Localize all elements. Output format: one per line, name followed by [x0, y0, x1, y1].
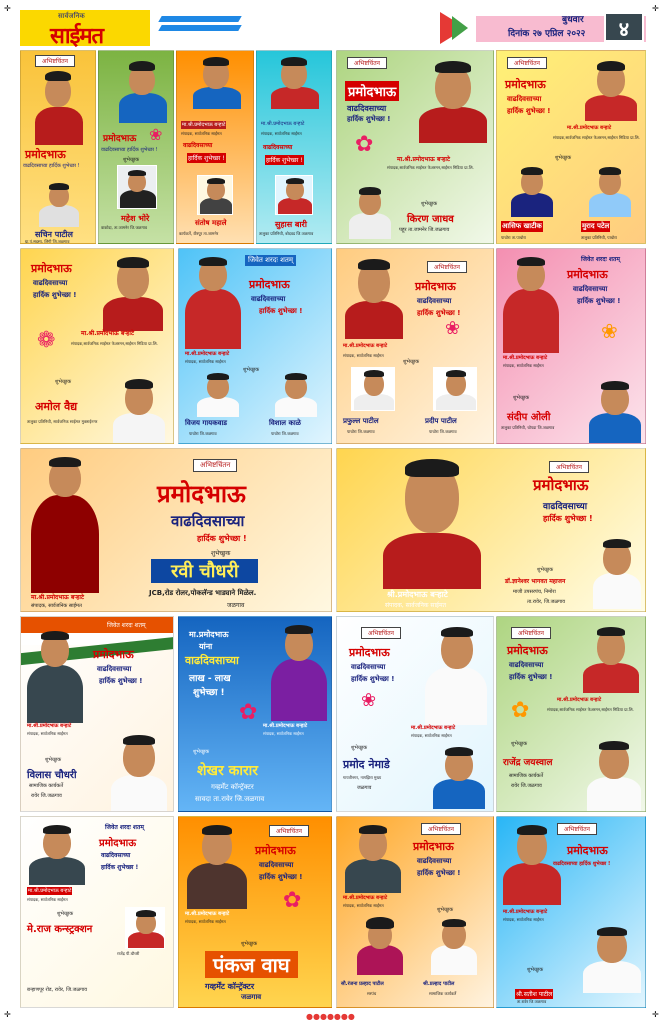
- giver-sub: राजेंद्र पी.चौधरी: [117, 951, 140, 956]
- ad-d3: [336, 616, 494, 812]
- hardik-line: हार्दिक शुभेच्छा !: [259, 873, 303, 881]
- main-name: मा.श्री.प्रमोदभाऊ बऱ्हाटे: [185, 911, 230, 917]
- main-title: संपादक, सार्वजनिक साईमत: [263, 731, 304, 736]
- ad-c1: [20, 448, 332, 612]
- giver-photo: [587, 375, 643, 443]
- giver-photo: [275, 175, 313, 215]
- giver-sub: पहूर ता.जामनेर जि.जळगाव: [399, 227, 450, 233]
- giver-name: महेश भोरे: [121, 214, 150, 223]
- wish-name: प्रमोदभाऊ: [507, 644, 548, 657]
- giver-photo: [117, 165, 157, 209]
- wish-name: प्रमोदभाऊ: [345, 81, 399, 101]
- portrait-photo: [269, 621, 329, 721]
- giver-name: अमोल वैद्य: [35, 400, 78, 413]
- wish-line: वाढदिवसाच्या: [33, 279, 68, 287]
- wish-line: वाढदिवसाच्या: [417, 857, 452, 865]
- main-name: मा.श्री.प्रमोदभाऊ बऱ्हाटे: [567, 125, 612, 131]
- ad-tag: अभिष्टचिंतन: [557, 823, 597, 835]
- portrait-photo: [341, 253, 407, 339]
- shubhechhuk-label: शुभेच्छुक: [351, 745, 368, 751]
- portrait-photo: [185, 821, 249, 909]
- wish-line: वाढदिवसाच्या: [351, 663, 386, 671]
- hardik-line: हार्दिक शुभेच्छा !: [197, 534, 247, 543]
- wish-name: प्रमोदभाऊ: [413, 840, 454, 853]
- line-2: यांना: [199, 642, 213, 651]
- portrait-photo: [421, 621, 491, 725]
- giver2-sub: पाचोरा जि.जळगाव: [429, 429, 457, 434]
- shubhechhuk-label: शुभेच्छुक: [511, 741, 528, 747]
- jivet-banner: जिवेत शरदः शतम्: [105, 824, 144, 831]
- shubhechhuk-label: शुभेच्छुक: [437, 907, 454, 913]
- wish-line: वाढदिवसाच्या हार्दिक शुभेच्छा !: [23, 163, 80, 169]
- giver-sub: गव्हर्मेंट कॉन्ट्रॅक्टर: [211, 783, 254, 791]
- ad-b3: [336, 248, 494, 444]
- line-3: वाढदिवसाच्या: [185, 654, 239, 667]
- wish-line: वाढदिवसाच्या हार्दिक शुभेच्छा !: [101, 147, 158, 153]
- ad-tag: अभिष्टचिंतन: [421, 823, 461, 835]
- flower-icon: ❁: [37, 328, 56, 353]
- main-title: संपादक,सार्वजनिक साईमत फेअरमन,साईमत मिडिया प्रा.लि.: [71, 341, 158, 346]
- portrait-photo: [117, 57, 169, 123]
- main-name: मा.श्री.प्रमोदभाऊ बऱ्हाटे: [31, 594, 84, 601]
- giver1-name: सौ.रंजना प्रल्हाद पाटील: [341, 981, 384, 987]
- masthead-date: दिनांक २७ एप्रिल २०२२: [508, 29, 586, 39]
- main-name: मा.श्री.प्रमोदभाऊ बऱ्हाटे: [411, 725, 456, 731]
- giver1-photo: [509, 163, 555, 217]
- giver2-sub: सामाजिक कार्यकर्ते: [429, 991, 457, 996]
- giver-photo: [197, 175, 233, 215]
- giver-name: रवी चौधरी: [151, 559, 258, 583]
- shubhechhuk-label: शुभेच्छुक: [527, 967, 544, 973]
- ad-a2: [98, 50, 174, 244]
- jivet-banner: जिवेत शरदः शतम्: [107, 622, 146, 629]
- giver2-photo: [429, 915, 479, 975]
- giver2-photo: [433, 367, 477, 411]
- wish-line: वाढदिवसाच्या: [573, 285, 608, 293]
- wish-line: वाढदिवसाच्या: [507, 95, 542, 103]
- wish-name: प्रमोदभाऊ: [415, 280, 456, 293]
- giver2-name: श्री.प्रल्हाद पाटील: [423, 981, 455, 987]
- wish-name: प्रमोदभाऊ: [157, 480, 246, 508]
- wish-line: वाढदिवसाच्या: [183, 142, 213, 149]
- main-title: संपादक,सार्वजनिक साईमत फेअरमन,साईमत मिडिया प्रा.लि.: [553, 135, 640, 140]
- line-4: लाख - लाख: [189, 674, 231, 684]
- registration-mark-bottom-right: ✛: [652, 1010, 659, 1019]
- flower-icon: ✿: [511, 698, 530, 723]
- hardik-line: हार्दिक शुभेच्छा !: [101, 864, 139, 871]
- wish-name: प्रमोदभाऊ: [349, 646, 390, 659]
- masthead-kicker: सार्वजनिक: [58, 12, 85, 20]
- wish-name: प्रमोदभाऊ: [31, 262, 72, 275]
- giver1-sub: सरपंच: [367, 991, 377, 996]
- masthead-logo-block: [20, 10, 150, 49]
- shubhechhuk-label: शुभेच्छुक: [45, 757, 62, 763]
- big-title: संपादक, सार्वजनिक साईमत: [385, 602, 446, 609]
- main-name: मा.श्री.प्रमोदभाऊ बऱ्हाटे: [503, 355, 548, 361]
- giver-name: श्री.सतीश पाटील: [516, 991, 553, 998]
- flower-icon: ✿: [355, 132, 374, 157]
- wish-name: प्रमोदभाऊ: [25, 148, 66, 161]
- giver-photo: [347, 183, 393, 239]
- giver-sub: सामाजिक कार्यकर्ते: [509, 773, 544, 779]
- ad-e4: [496, 816, 646, 1008]
- main-title: संपादक, सार्वजनिक साईमत: [343, 903, 384, 908]
- giver2-name: मुराद पटेल: [582, 222, 610, 230]
- giver-photo: [585, 735, 643, 811]
- giver-place: रावेर जि.जळगाव: [31, 793, 62, 799]
- wish-line: वाढदिवसाच्या: [259, 861, 294, 869]
- hardik-line: हार्दिक शुभेच्छा !: [577, 297, 621, 305]
- portrait-photo: [269, 55, 321, 109]
- giver-name: मे.राज कन्स्ट्रक्शन: [27, 924, 93, 935]
- giver1-photo: [351, 367, 395, 411]
- portrait-photo: [581, 623, 641, 693]
- main-title: संपादक, सार्वजनिक साईमत: [27, 731, 68, 736]
- hardik-line: हार्दिक शुभेच्छा !: [507, 107, 551, 115]
- giver-sub: ता.रावेर जि.जळगाव: [517, 999, 547, 1004]
- main-title: संपादक, सार्वजनिक साईमत: [27, 897, 68, 902]
- hardik-line: हार्दिक शुभेच्छा !: [266, 157, 303, 164]
- shubhechhuk-label: शुभेच्छुक: [537, 567, 554, 573]
- main-name: मा.श्री.प्रमोदभाऊ बऱ्हाटे: [182, 122, 226, 128]
- giver1-name: विजय गायकवाड: [185, 419, 228, 427]
- giver-sub: कार्यकर्ते, वीरपूर ता.जामनेर: [179, 231, 219, 236]
- portrait-photo: [99, 251, 167, 331]
- giver-sub: तालुका प्रतिनिधी, बोदवड जि.जळगाव: [259, 231, 314, 236]
- main-title: संपादक,सार्वजनिक साईमत फेअरमन,साईमत मिडिया प्रा.लि.: [547, 707, 634, 712]
- portrait-photo: [183, 253, 243, 349]
- ad-a6: [496, 50, 646, 244]
- ad-a5: [336, 50, 494, 244]
- shubhechhuk-label: शुभेच्छुक: [123, 157, 140, 163]
- giver-photo: [431, 741, 487, 809]
- giver1-name: आसिफ खाटीक: [502, 222, 542, 230]
- hardik-line: हार्दिक शुभेच्छा !: [188, 155, 225, 162]
- main-name: मा.श्री.प्रमोदभाऊ बऱ्हाटे: [557, 697, 602, 703]
- shubhechhuk-label: शुभेच्छुक: [55, 379, 72, 385]
- ad-tag: अभिष्टचिंतन: [361, 627, 401, 639]
- shubhechhuk-label: शुभेच्छुक: [555, 155, 572, 161]
- giver-name: सुहास बारी: [275, 220, 307, 229]
- portrait-photo: [27, 821, 87, 885]
- wish-name: प्रमोदभाऊ: [567, 844, 608, 857]
- giver-sub: गायत्रीनगर, नागझिरा मुख्य: [343, 775, 382, 780]
- hardik-line: हार्दिक शुभेच्छा !: [543, 514, 593, 523]
- masthead-title: साईमत: [50, 23, 104, 49]
- hardik-line: हार्दिक शुभेच्छा !: [417, 869, 461, 877]
- main-title: संपादक, सार्वजनिक साईमत: [185, 919, 226, 924]
- portrait-photo: [25, 627, 85, 723]
- giver1-sub: पाचोरा जि.जळगाव: [347, 429, 375, 434]
- giver-name: शेखर कारार: [197, 763, 259, 779]
- giver2-name: प्रदीप पाटील: [425, 417, 457, 425]
- ad-b1: [20, 248, 174, 444]
- wish-name: प्रमोदभाऊ: [93, 648, 134, 661]
- hardik-line: हार्दिक शुभेच्छा !: [351, 675, 395, 683]
- main-title: संपादक, सार्वजनिक साईमत: [343, 353, 384, 358]
- registration-mark-bottom-left: ✛: [4, 1010, 11, 1019]
- main-title: संपादक, सार्वजनिक साईमत: [31, 603, 82, 609]
- wish-line: वाढदिवसाच्या: [509, 661, 544, 669]
- ad-b4: [496, 248, 646, 444]
- wish-line: वाढदिवसाच्या: [251, 295, 286, 303]
- shubhechhuk-label: शुभेच्छुक: [57, 911, 74, 917]
- masthead: [20, 10, 646, 49]
- portrait-photo: [415, 55, 491, 143]
- giver1-photo: [195, 371, 241, 417]
- wish-line: वाढदिवसाच्या: [543, 502, 588, 512]
- flower-icon: ❀: [601, 319, 618, 343]
- ad-a3: [176, 50, 254, 244]
- giver-sub: ग्रा.पं.सदस्य, लिंगी जि.जळगाव: [25, 239, 70, 244]
- main-name: मा.श्री.प्रमोदभाऊ बऱ्हाटे: [185, 351, 230, 357]
- main-name: मा.श्री.प्रमोदभाऊ बऱ्हाटे: [343, 895, 388, 901]
- giver-name: प्रमोद नेमाडे: [343, 758, 390, 771]
- giver-photo: [125, 907, 165, 949]
- giver-name: राजेंद्र जयस्वाल: [503, 758, 553, 768]
- ad-tag: अभिष्टचिंतन: [427, 261, 467, 273]
- giver-place: जळगाव: [241, 993, 262, 1001]
- ad-e3: [336, 816, 494, 1008]
- giver-sub: तालुका प्रतिनिधी, चोपडा जि.जळगाव: [501, 425, 555, 430]
- main-title: संपादक, सार्वजनिक साईमत: [411, 733, 452, 738]
- ad-c2: [336, 448, 646, 612]
- flower-icon: ❀: [445, 318, 461, 339]
- wish-line: वाढदिवसाच्या: [101, 852, 131, 859]
- ad-d4: [496, 616, 646, 812]
- portrait-photo: [343, 821, 403, 893]
- giver-sub: JCB,रोड रोलर,पोकलॅन्ड भाड्याने मिळेल.: [149, 589, 257, 597]
- portrait-photo: [501, 253, 561, 353]
- giver1-sub: पाचोरा जि.जळगाव: [189, 431, 217, 436]
- giver-sub: तालुका प्रतिनिधी, सार्वजनिक साईमत मुक्ताईनगर: [27, 419, 98, 424]
- ad-a1: [20, 50, 96, 244]
- main-name: मा.श्री.प्रमोदभाऊ बऱ्हाटे: [397, 156, 450, 163]
- giver1-sub: पाचोरा ता.पाचोरा: [501, 235, 526, 240]
- giver-place: ता.रावेर, जि.जळगाव: [527, 599, 566, 605]
- giver-place: जळगाव: [357, 785, 372, 791]
- ad-e2: [178, 816, 332, 1008]
- jivet-banner: जिवेत शरदः शतम्: [581, 256, 620, 263]
- wish-name: प्रमोदभाऊ: [249, 278, 290, 291]
- shubhechhuk-label: शुभेच्छुक: [211, 550, 231, 557]
- hardik-line: हार्दिक शुभेच्छा !: [33, 291, 77, 299]
- wish-name: प्रमोदभाऊ: [533, 476, 589, 494]
- line-1: मा.प्रमोदभाऊ: [189, 630, 229, 639]
- wish-name: प्रमोदभाऊ: [567, 268, 608, 281]
- flower-icon: ❀: [361, 690, 377, 711]
- portrait-photo: [33, 67, 85, 145]
- ad-d1: [20, 616, 174, 812]
- hardik-line: हार्दिक शुभेच्छा !: [417, 309, 461, 317]
- wish-name: प्रमोदभाऊ: [103, 134, 137, 144]
- main-name: मा.श्री.प्रमोदभाऊ बऱ्हाटे: [503, 909, 548, 915]
- ad-d2: [178, 616, 332, 812]
- shubhechhuk-label: शुभेच्छुक: [193, 749, 210, 755]
- line-5: शुभेच्छा !: [193, 688, 225, 698]
- registration-mark-top-left: ✛: [4, 4, 11, 13]
- giver-photo: [111, 373, 167, 443]
- wish-line: वाढदिवसाच्या: [347, 104, 387, 113]
- giver-place: जळगाव: [227, 602, 245, 609]
- ad-tag: अभिष्टचिंतन: [511, 627, 551, 639]
- shubhechhuk-label: शुभेच्छुक: [421, 201, 438, 207]
- giver2-sub: तालुका प्रतिनिधी, पाचोरा: [581, 235, 617, 240]
- main-title: संपादक,सार्वजनिक साईमत फेअरमन,साईमत मिडिया प्रा.लि.: [387, 165, 474, 170]
- wish-name: प्रमोदभाऊ: [255, 844, 296, 857]
- hardik-line: हार्दिक शुभेच्छा !: [99, 677, 143, 685]
- jivet-banner: जिवेत शरदः शतम्: [245, 255, 296, 266]
- flower-icon: ✿: [283, 888, 302, 913]
- main-name: मा.श्री.प्रमोदभाऊ बऱ्हाटे: [263, 723, 308, 729]
- giver-name: पंकज वाघ: [205, 951, 298, 978]
- ad-tag: अभिष्टचिंतन: [269, 825, 309, 837]
- giver-name: डॉ.ज्ञानेश्वर भागवत महाजन: [505, 578, 566, 585]
- hardik-line: हार्दिक शुभेच्छा !: [347, 115, 391, 123]
- ad-tag: अभिष्टचिंतन: [549, 461, 589, 473]
- page-number: ४: [604, 12, 644, 42]
- giver-photo: [37, 181, 81, 227]
- main-name: मा.श्री.प्रमोदभाऊ बऱ्हाटे: [27, 723, 72, 729]
- big-name: श्री.प्रमोदभाऊ बऱ्हाटे: [387, 590, 448, 599]
- masthead-stripes: [160, 16, 240, 40]
- main-name: मा.श्री.प्रमोदभाऊ बऱ्हाटे: [28, 888, 72, 894]
- giver-place: सावदा ता.रावेर जि.जळगाव: [195, 795, 265, 803]
- ad-a4: [256, 50, 332, 244]
- giver-photo: [109, 729, 169, 811]
- giver-sub: गव्हर्मेंट कॉन्ट्रॅक्टर: [205, 982, 255, 991]
- wish-line: वाढदिवसाच्या: [171, 512, 245, 530]
- wish-name: प्रमोदभाऊ: [505, 78, 546, 91]
- giver-place: रावेर जि.जळगाव: [511, 783, 542, 789]
- ad-tag: अभिष्टचिंतन: [507, 57, 547, 69]
- giver2-name: विशाल काळे: [269, 419, 301, 427]
- shubhechhuk-label: शुभेच्छुक: [241, 941, 258, 947]
- giver1-photo: [355, 915, 405, 975]
- color-bar-bottom: ●●●●●●●: [306, 1012, 355, 1021]
- giver-sub: माजी उपसरपंच, निमोरा: [513, 589, 556, 595]
- hardik-line: हार्दिक शुभेच्छा !: [259, 307, 303, 315]
- main-title: संपादक, सार्वजनिक साईमत: [185, 359, 226, 364]
- giver-photo: [581, 921, 643, 993]
- main-name: मा.श्री.प्रमोदभाऊ बऱ्हाटे: [261, 121, 305, 127]
- giver-name: सचिन पाटील: [35, 230, 73, 239]
- main-title: संपादक, सार्वजनिक साईमत: [503, 363, 544, 368]
- shubhechhuk-label: शुभेच्छुक: [513, 395, 530, 401]
- main-name: मा.श्री.प्रमोदभाऊ बऱ्हाटे: [343, 343, 388, 349]
- giver2-photo: [273, 371, 319, 417]
- giver-name: किरण जाधव: [407, 214, 454, 225]
- portrait-photo: [377, 453, 487, 589]
- wish-line: वाढदिवसाच्या हार्दिक शुभेच्छा !: [553, 861, 611, 867]
- giver-sub: सामाजिक कार्यकर्ते: [29, 783, 64, 789]
- giver-sub: वाकोदा, ता.जामनेर जि.जळगाव: [101, 225, 147, 230]
- ad-tag: अभिष्टचिंतन: [193, 459, 237, 472]
- wish-line: वाढदिवसाच्या: [97, 665, 132, 673]
- ad-tag: अभिष्टचिंतन: [347, 57, 387, 69]
- giver-name: विलास चौधरी: [27, 770, 77, 781]
- shubhechhuk-label: शुभेच्छुक: [243, 367, 260, 373]
- giver-name: संतोष महाले: [195, 219, 227, 227]
- registration-mark-top-right: ✛: [652, 4, 659, 13]
- giver-name: संदीप ओली: [507, 412, 551, 423]
- ad-b2: [178, 248, 332, 444]
- hardik-line: हार्दिक शुभेच्छा !: [509, 673, 553, 681]
- wish-line: वाढदिवसाच्या: [417, 297, 452, 305]
- main-title: संपादक, सार्वजनिक साईमत: [503, 917, 544, 922]
- giver2-photo: [587, 163, 633, 217]
- giver1-name: प्रफुल्ल पाटील: [343, 417, 379, 425]
- giver2-sub: पाचोरा जि.जळगाव: [271, 431, 299, 436]
- shubhechhuk-label: शुभेच्छुक: [403, 359, 420, 365]
- main-title: संपादक, सार्वजनिक साईमत: [181, 131, 222, 136]
- giver-photo: [591, 533, 643, 609]
- giver-place: बऱ्हाणपूर रोड, रावेर, जि.जळगाव: [27, 987, 88, 993]
- main-title: संपादक, सार्वजनिक साईमत: [261, 131, 302, 136]
- portrait-photo: [583, 57, 639, 121]
- portrait-photo: [27, 453, 103, 593]
- ad-e1: [20, 816, 174, 1008]
- rose-icon: ✿: [239, 700, 258, 725]
- masthead-day: बुधवार: [562, 15, 584, 25]
- portrait-photo: [191, 55, 243, 109]
- flower-icon: ❀: [149, 125, 163, 144]
- flag-accent-icon: [452, 16, 468, 40]
- wish-name: प्रमोदभाऊ: [99, 838, 137, 849]
- wish-line: वाढदिवसाच्या: [263, 144, 293, 151]
- main-name: मा.श्री.प्रमोदभाऊ बऱ्हाटे: [81, 330, 134, 337]
- ad-tag: अभिष्टचिंतन: [35, 55, 75, 67]
